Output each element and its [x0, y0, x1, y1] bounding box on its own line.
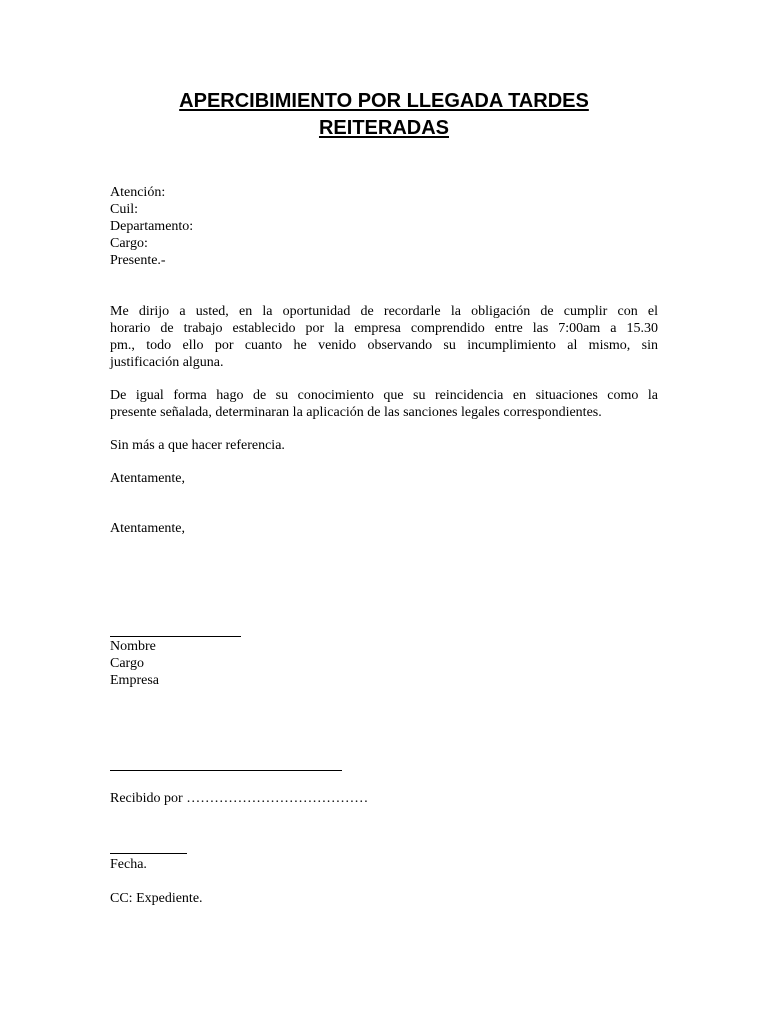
- header-field-atencion: Atención:: [110, 185, 166, 200]
- document-title-line-1: APERCIBIMIENTO POR LLEGADA TARDES: [179, 90, 589, 112]
- receiver-signature-line: [110, 770, 342, 771]
- document-title-line-2: REITERADAS: [318, 117, 449, 139]
- signature-name: Nombre: [110, 639, 156, 654]
- paragraph-1-line: justificación alguna.: [110, 355, 224, 370]
- signature-line: [110, 636, 241, 637]
- header-field-presente: Presente.-: [110, 253, 166, 268]
- paragraph-2: [110, 387, 658, 421]
- paragraph-2-line: De igual forma hago de su conocimiento que su reincidencia en situaciones como la: [110, 388, 658, 403]
- paragraph-1: [110, 303, 658, 371]
- date-line: [110, 853, 187, 854]
- date-label: Fecha.: [110, 857, 147, 872]
- closing-reference: Sin más a que hacer referencia.: [110, 438, 285, 453]
- paragraph-2-line: presente señalada, determinaran la aplicación de las sanciones legales correspondientes.: [110, 405, 602, 420]
- signature-company: Empresa: [110, 673, 159, 688]
- header-field-departamento: Departamento:: [110, 219, 194, 234]
- header-field-cargo: Cargo:: [110, 236, 148, 251]
- paragraph-1-line: horario de trabajo establecido por la empresa comprendido entre las 7:00am a 15.30: [110, 321, 658, 336]
- closing-regards-1: Atentamente,: [110, 471, 186, 486]
- cc-note: CC: Expediente.: [110, 891, 203, 906]
- header-field-cuil: Cuil:: [110, 202, 139, 217]
- closing-regards-2: Atentamente,: [110, 521, 186, 536]
- paragraph-1-line: Me dirijo a usted, en la oportunidad de recordarle la obligación de cumplir con el: [110, 304, 658, 319]
- signature-position: Cargo: [110, 656, 144, 671]
- paragraph-1-line: pm., todo ello por cuanto he venido observando su incumplimiento al mismo, sin: [110, 338, 658, 353]
- received-by: Recibido por …………………………………: [110, 791, 369, 806]
